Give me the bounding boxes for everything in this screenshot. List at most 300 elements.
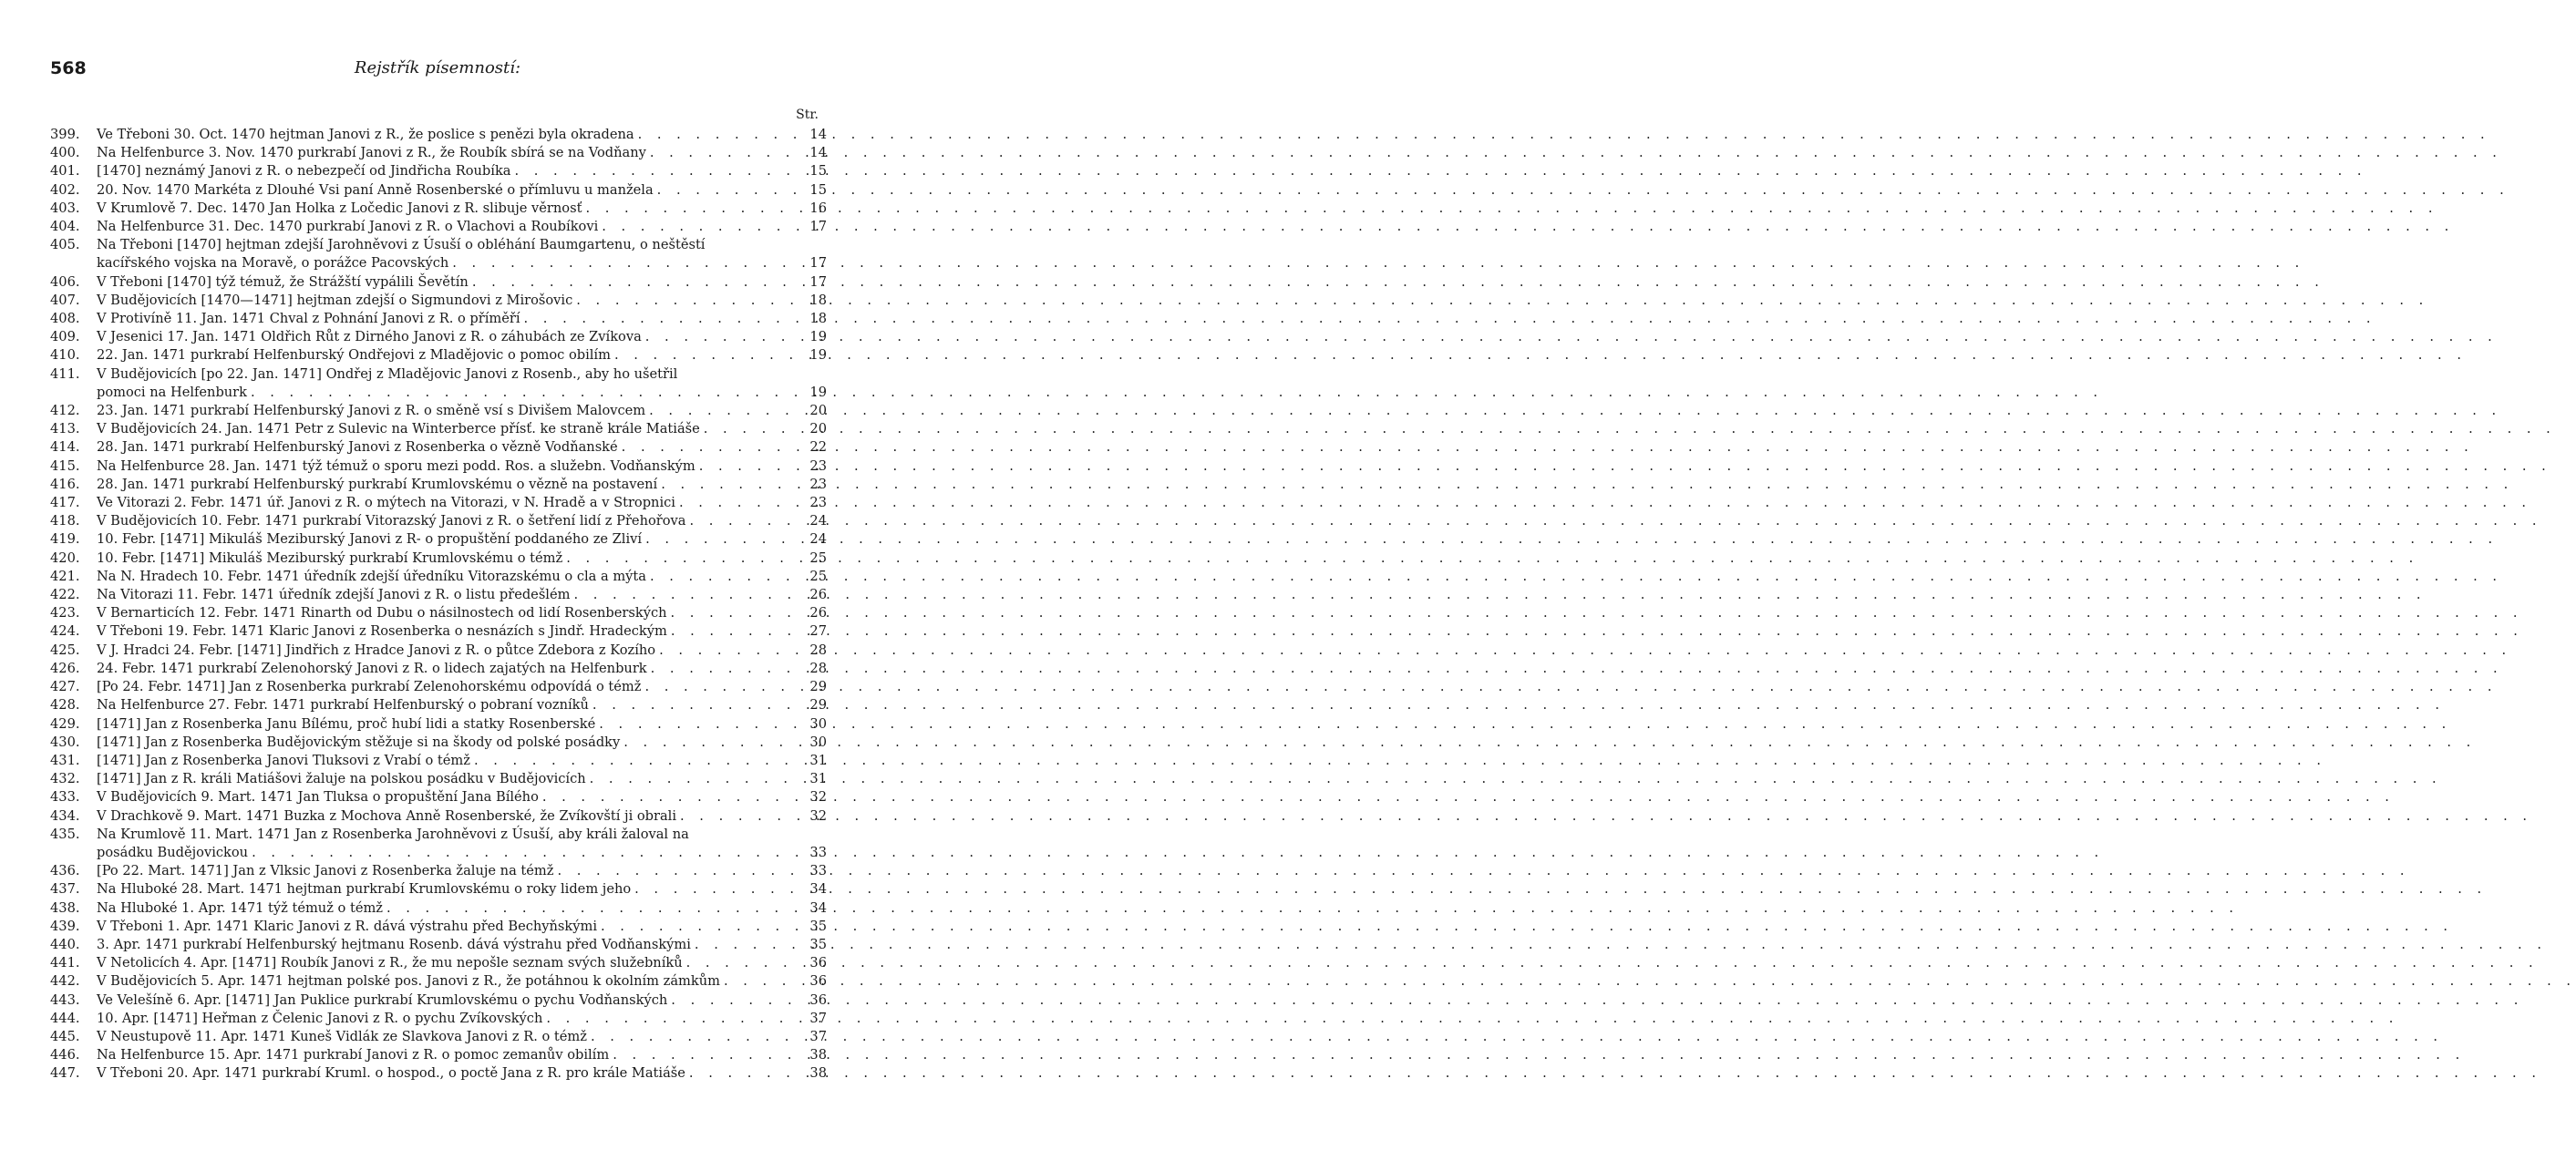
entry-line: [97, 752, 799, 770]
dot-leader: [675, 494, 799, 512]
dot-leader: [647, 660, 799, 678]
entry-line: [97, 550, 799, 568]
entry-line: [97, 991, 799, 1010]
dot-leader: [667, 604, 799, 622]
entry-line: [97, 292, 799, 310]
dot-leader: [683, 954, 799, 972]
register-entry: [50, 365, 827, 402]
entry-line-text: Na Helfenburce 31. Dec. 1470 purkrabí Janovi z R. o Vlachovi a Roubíkovi: [97, 219, 599, 235]
register-entry: [50, 162, 827, 180]
entry-text: [97, 954, 799, 972]
entry-text: [97, 218, 799, 236]
entry-line-text: V Budějovicích 5. Apr. 1471 hejtman polské pos. Janovi z R., že potáhnou k okolním zámkům: [97, 973, 720, 990]
entry-line: [97, 918, 799, 936]
entry-line-text: Na Helfenburce 28. Jan. 1471 týž témuž o sporu mezi podd. Ros. a služebn. Vodňanským: [97, 457, 696, 474]
register-entry: [50, 918, 827, 936]
register-entry: [50, 310, 827, 328]
entry-text: [97, 918, 799, 936]
entry-line: [97, 1046, 799, 1064]
entry-line: [97, 678, 799, 696]
entry-line: [97, 807, 799, 826]
entry-line-text: 22. Jan. 1471 purkrabí Helfenburský Ondřejovi z Mladějovic o pomoc obilím: [97, 347, 611, 364]
entry-line: [97, 1064, 799, 1083]
entry-line: [97, 696, 799, 714]
entry-line-text: 10. Febr. [1471] Mikuláš Meziburský Janovi z R- o propuštění poddaného ze Zliví: [97, 531, 643, 548]
entry-number: 432.: [50, 771, 80, 787]
entry-text: [97, 752, 799, 770]
entry-number: 437.: [50, 881, 80, 898]
dot-leader: [383, 899, 799, 918]
entry-line-text: 3. Apr. 1471 purkrabí Helfenburský hejtmanu Rosenb. dává výstrahu před Vodňanskými: [97, 936, 691, 952]
entry-number: 445.: [50, 1028, 80, 1044]
entry-page-ref: 30: [809, 715, 827, 732]
dot-leader: [448, 254, 799, 272]
entry-line: [97, 181, 799, 200]
entry-line: [97, 972, 799, 991]
dot-leader: [589, 696, 799, 714]
register-entry: [50, 1046, 827, 1064]
entry-line: [97, 660, 799, 678]
entry-text: [97, 568, 799, 586]
dot-leader: [685, 512, 799, 530]
entry-line: [97, 144, 799, 162]
register-entry: [50, 402, 827, 420]
entry-page-ref: 36: [809, 973, 827, 990]
entry-page-ref: 18: [809, 311, 827, 327]
register-entry: [50, 568, 827, 586]
register-entry: [50, 734, 827, 752]
entry-line-text: Na Hluboké 1. Apr. 1471 týž témuž o témž: [97, 899, 383, 916]
entry-line-text: V Jesenici 17. Jan. 1471 Oldřich Růt z Dirného Janovi z R. o záhubách ze Zvíkova: [97, 329, 642, 345]
entry-text: [97, 991, 799, 1010]
register-entry: [50, 144, 827, 162]
entry-text: [97, 512, 799, 530]
entry-text: [97, 642, 799, 660]
entry-number: 428.: [50, 697, 80, 714]
entry-page-ref: 29: [809, 697, 827, 714]
entry-line-text: 28. Jan. 1471 purkrabí Helfenburský purkrabí Krumlovskému o vězně na postavení: [97, 476, 658, 492]
entry-number: 415.: [50, 457, 80, 474]
entry-page-ref: 17: [809, 273, 827, 290]
entry-text: [97, 292, 799, 310]
entry-text: [97, 346, 799, 365]
entry-number: 430.: [50, 734, 80, 750]
entry-number: 411.: [50, 365, 80, 382]
register-entry: [50, 494, 827, 512]
entry-number: 446.: [50, 1047, 80, 1063]
register-entry: [50, 346, 827, 365]
entry-text: [97, 734, 799, 752]
entry-number: 423.: [50, 605, 80, 621]
entry-number: 403.: [50, 200, 80, 216]
entry-line-text: V Budějovicích 10. Febr. 1471 purkrabí Vitorazský Janovi z R. o šetření lidí z Přehořova: [97, 513, 686, 529]
dot-leader: [618, 438, 799, 457]
dot-leader: [645, 402, 799, 420]
register-entry: [50, 181, 827, 200]
entry-page-ref: 38: [809, 1065, 827, 1082]
entry-page-ref: 30: [809, 734, 827, 750]
entry-line-text: Ve Velešíně 6. Apr. [1471] Jan Puklice purkrabí Krumlovskému o pychu Vodňanských: [97, 991, 668, 1008]
entry-page-ref: 37: [809, 1028, 827, 1044]
register-entry: [50, 936, 827, 954]
dot-leader: [646, 568, 799, 586]
entry-line-text: [1471] Jan z Rosenberka Budějovickým stěžuje si na škody od polské posádky: [97, 734, 621, 750]
entry-line-text: V Budějovicích [po 22. Jan. 1471] Ondřej z Mladějovic Janovi z Rosenb., aby ho ušetřil: [97, 365, 678, 382]
entry-page-ref: 28: [809, 642, 827, 658]
entry-text: [97, 1010, 799, 1028]
entry-page-ref: 24: [809, 531, 827, 548]
dot-leader: [646, 144, 799, 162]
entry-text: [97, 660, 799, 678]
entry-text: [97, 457, 799, 476]
register-entry: [50, 807, 827, 826]
entry-page-ref: 19: [809, 329, 827, 345]
entry-page-ref: 25: [809, 568, 827, 584]
dot-leader: [586, 770, 799, 788]
entry-number: 409.: [50, 329, 80, 345]
entry-text: [97, 880, 799, 899]
register-entry: [50, 550, 827, 568]
entry-line-text: posádku Budějovickou: [97, 844, 249, 860]
entry-page-ref: 33: [809, 863, 827, 879]
entry-page-ref: 23: [809, 476, 827, 492]
entry-line: [97, 365, 799, 384]
entry-line-text: 23. Jan. 1471 purkrabí Helfenburský Janovi z R. o směně vsí s Divišem Malovcem: [97, 403, 646, 419]
register-entry: [50, 862, 827, 880]
register-entry: [50, 512, 827, 530]
register-entry: [50, 972, 827, 991]
entry-text: [97, 788, 799, 806]
entry-number: 438.: [50, 899, 80, 916]
dot-leader: [469, 273, 799, 292]
entry-page-ref: 19: [809, 384, 827, 400]
entry-line-text: Na Helfenburce 15. Apr. 1471 purkrabí Janovi z R. o pomoc zemanův obilím: [97, 1047, 610, 1063]
entry-line-text: Na Hluboké 28. Mart. 1471 hejtman purkrabí Krumlovskému o roky lidem jeho: [97, 881, 632, 898]
register-entry: [50, 126, 827, 144]
entry-line-text: 10. Apr. [1471] Heřman z Čelenic Janovi z R. o pychu Zvíkovských: [97, 1010, 543, 1026]
entry-page-ref: 24: [809, 513, 827, 529]
dot-leader: [248, 844, 799, 862]
entry-number: 422.: [50, 587, 80, 603]
entry-text: [97, 862, 799, 880]
entry-text: [97, 1064, 799, 1083]
entry-text: [97, 494, 799, 512]
entry-page-ref: 25: [809, 550, 827, 566]
entry-page-ref: 15: [809, 163, 827, 180]
entry-line-text: V J. Hradci 24. Febr. [1471] Jindřich z Hradce Janovi z R. o půtce Zdebora z Kozího: [97, 642, 656, 658]
entry-number: 414.: [50, 439, 80, 456]
register-entry: [50, 273, 827, 292]
entry-page-ref: 36: [809, 955, 827, 971]
entry-page-ref: 31: [809, 752, 827, 768]
entry-line-text: Ve Třeboni 30. Oct. 1470 hejtman Janovi z R., že poslice s penězi byla okradena: [97, 127, 634, 142]
entry-line-text: Na Helfenburce 3. Nov. 1470 purkrabí Janovi z R., že Roubík sbírá se na Vodňany: [97, 145, 646, 161]
register-entry: [50, 236, 827, 272]
entry-page-ref: 28: [809, 660, 827, 676]
register-entry: [50, 457, 827, 476]
entry-number: 410.: [50, 347, 80, 364]
entry-number: 400.: [50, 145, 80, 161]
entry-line: [97, 788, 799, 806]
entry-number: 417.: [50, 495, 80, 511]
entry-number: 413.: [50, 421, 80, 437]
entry-page-ref: 33: [809, 844, 827, 860]
dot-leader: [562, 550, 799, 568]
entry-line-text: V Třeboni [1470] týž témuž, že Strážští vypálili Ševětín: [97, 273, 469, 290]
dot-leader: [654, 181, 799, 200]
entry-text: [97, 126, 799, 144]
entry-line: [97, 1028, 799, 1046]
entry-line: [97, 457, 799, 476]
entry-line: [97, 604, 799, 622]
entry-page-ref: 35: [809, 936, 827, 952]
entry-number: 402.: [50, 181, 80, 198]
entry-line-text: Na Vitorazi 11. Febr. 1471 úředník zdejší Janovi z R. o listu předešlém: [97, 587, 571, 603]
entry-text: [97, 770, 799, 788]
register-entry: [50, 438, 827, 457]
entry-text: [97, 420, 799, 438]
register-entry: [50, 328, 827, 346]
entry-line-text: V Bernarticích 12. Febr. 1471 Rinarth od Dubu o násilnostech od lidí Rosenberských: [97, 605, 667, 621]
entry-page-ref: 31: [809, 771, 827, 787]
dot-leader: [247, 384, 799, 402]
register-entry: [50, 586, 827, 604]
entry-line: [97, 218, 799, 236]
entry-line-text: V Budějovicích 9. Mart. 1471 Jan Tluksa o propuštění Jana Bílého: [97, 789, 539, 806]
entry-line-text: V Třeboni 1. Apr. 1471 Klaric Janovi z R. dává výstrahu před Bechyňskými: [97, 918, 598, 934]
entry-number: 420.: [50, 550, 80, 566]
entry-text: [97, 236, 799, 272]
entry-number: 412.: [50, 403, 80, 419]
dot-leader: [570, 586, 799, 604]
entry-line-text: [1471] Jan z R. králi Matiášovi žaluje na polskou posádku v Budějovicích: [97, 771, 586, 787]
entry-line-text: 20. Nov. 1470 Markéta z Dlouhé Vsi paní Anně Rosenberské o přímluvu u manžela: [97, 181, 654, 198]
entry-page-ref: 14: [809, 145, 827, 161]
entry-line-text: 28. Jan. 1471 purkrabí Helfenburský Janovi z Rosenberka o vězně Vodňanské: [97, 439, 618, 456]
entry-line: [97, 642, 799, 660]
entry-line: [97, 476, 799, 494]
entry-number: 435.: [50, 826, 80, 842]
register-entry: [50, 642, 827, 660]
page-header: [50, 58, 825, 86]
entry-page-ref: 32: [809, 807, 827, 824]
entry-page-ref: 34: [809, 899, 827, 916]
entry-line-text: V Třeboni 20. Apr. 1471 purkrabí Kruml. o hospod., o poctě Jana z R. pro krále Matiáše: [97, 1065, 685, 1082]
register-entry: [50, 420, 827, 438]
entry-line-text: Na N. Hradech 10. Febr. 1471 úředník zdejší úředníku Vitorazskému o cla a mýta: [97, 568, 646, 584]
register-entry: [50, 530, 827, 549]
running-title: Rejstřík písemností:: [354, 58, 521, 77]
register-entry: [50, 1010, 827, 1028]
register-entry: [50, 1064, 827, 1083]
entry-number: 419.: [50, 531, 80, 548]
dot-leader: [642, 328, 799, 346]
entry-line: [97, 438, 799, 457]
dot-leader: [572, 292, 799, 310]
register-entry: [50, 770, 827, 788]
entry-line: [97, 273, 799, 292]
entry-page-ref: 38: [809, 1047, 827, 1063]
dot-leader: [609, 1046, 799, 1064]
register-entry: [50, 899, 827, 918]
entry-text: [97, 550, 799, 568]
entry-number: 418.: [50, 513, 80, 529]
entry-number: 421.: [50, 568, 80, 584]
entry-line-text: [1471] Jan z Rosenberka Janovi Tluksovi z Vrabí o témž: [97, 752, 470, 768]
register-entry: [50, 660, 827, 678]
dot-leader: [539, 788, 799, 806]
entry-page-ref: 15: [809, 181, 827, 198]
entry-page-ref: 26: [809, 587, 827, 603]
dot-leader: [542, 1010, 799, 1028]
entry-text: [97, 402, 799, 420]
entry-number: 405.: [50, 237, 80, 253]
dot-leader: [582, 200, 799, 218]
entry-number: 426.: [50, 660, 80, 676]
dot-leader: [598, 218, 799, 236]
dot-leader: [470, 752, 799, 770]
entry-page-ref: 22: [809, 439, 827, 456]
register-entry: [50, 788, 827, 806]
entry-text: [97, 678, 799, 696]
entry-page-ref: 23: [809, 495, 827, 511]
register-entry: [50, 622, 827, 641]
entry-text: [97, 604, 799, 622]
dot-leader: [641, 678, 799, 696]
dot-leader: [700, 420, 799, 438]
entry-text: [97, 438, 799, 457]
entry-line: [97, 715, 799, 734]
entry-line-text: V Protivíně 11. Jan. 1471 Chval z Pohnání Janovi z R. o příměří: [97, 311, 520, 327]
entry-page-ref: 35: [809, 918, 827, 934]
register-entry: [50, 991, 827, 1010]
entry-number: 407.: [50, 292, 80, 308]
entry-number: 401.: [50, 163, 80, 180]
entry-text: [97, 476, 799, 494]
dot-leader: [657, 476, 799, 494]
entry-text: [97, 310, 799, 328]
entry-line: [97, 899, 799, 918]
entry-number: 441.: [50, 955, 80, 971]
entry-line: [97, 586, 799, 604]
entry-line-text: [1470] neznámý Janovi z R. o nebezpečí od Jindřicha Roubíka: [97, 163, 511, 180]
entry-text: [97, 1046, 799, 1064]
entry-number: 425.: [50, 642, 80, 658]
entry-number: 434.: [50, 807, 80, 824]
entry-text: [97, 365, 799, 402]
entry-text: [97, 162, 799, 180]
entry-line-text: V Neustupově 11. Apr. 1471 Kuneš Vidlák ze Slavkova Janovi z R. o témž: [97, 1028, 587, 1044]
entry-line: [97, 346, 799, 365]
register-entry: [50, 954, 827, 972]
page-column-label: Str.: [796, 108, 819, 122]
register-entry: [50, 678, 827, 696]
entry-line: [97, 734, 799, 752]
entry-number: 429.: [50, 715, 80, 732]
entry-number: 399.: [50, 127, 80, 142]
entry-text: [97, 1028, 799, 1046]
entry-line: [97, 310, 799, 328]
entry-line: [97, 162, 799, 180]
entry-number: 433.: [50, 789, 80, 806]
entry-text: [97, 200, 799, 218]
register-entry: [50, 604, 827, 622]
entry-text: [97, 273, 799, 292]
entry-text: [97, 622, 799, 641]
entry-number: 406.: [50, 273, 80, 290]
dot-leader: [696, 457, 799, 476]
entry-line-text: Na Helfenburce 27. Febr. 1471 purkrabí Helfenburský o pobraní vozníků: [97, 697, 589, 714]
entry-page-ref: 27: [809, 623, 827, 640]
entry-line: [97, 126, 799, 144]
entry-line-text: V Třeboni 19. Febr. 1471 Klaric Janovi z Rosenberka o nesnázích s Jindř. Hradeckým: [97, 623, 667, 640]
entry-page-ref: 19: [809, 347, 827, 364]
entry-page-ref: 16: [809, 200, 827, 216]
dot-leader: [655, 642, 799, 660]
document-page: [0, 0, 875, 1171]
entry-line: [97, 328, 799, 346]
entry-page-ref: 23: [809, 457, 827, 474]
register-entry: [50, 752, 827, 770]
entry-number: 404.: [50, 219, 80, 235]
entry-line-text: Na Třeboni [1470] hejtman zdejší Jarohněvovi z Úsuší o obléhání Baumgartenu, o neštěstí: [97, 237, 706, 253]
register-entry: [50, 880, 827, 899]
entry-line: [97, 880, 799, 899]
entry-number: 427.: [50, 679, 80, 695]
entry-line-text: [Po 24. Febr. 1471] Jan z Rosenberka purkrabí Zelenohorskému odpovídá o témž: [97, 679, 642, 695]
entry-line: [97, 568, 799, 586]
entry-line: [97, 402, 799, 420]
entry-page-ref: 17: [809, 255, 827, 272]
dot-leader: [634, 126, 799, 144]
entry-page-ref: 26: [809, 605, 827, 621]
entry-line: [97, 1010, 799, 1028]
entry-line: [97, 512, 799, 530]
entry-line-text: kacířského vojska na Moravě, o porážce Pacovských: [97, 255, 449, 272]
entry-line: [97, 826, 799, 844]
entry-line: [97, 236, 799, 254]
entry-line-text: V Budějovicích [1470—1471] hejtman zdejší o Sigmundovi z Mirošovic: [97, 292, 573, 308]
entry-line: [97, 200, 799, 218]
entry-number: 444.: [50, 1010, 80, 1026]
entry-line-text: [Po 22. Mart. 1471] Jan z Vlksic Janovi z Rosenberka žaluje na témž: [97, 863, 554, 879]
entry-line: [97, 384, 799, 402]
entry-page-ref: 37: [809, 1010, 827, 1026]
entry-page-ref: 20: [809, 403, 827, 419]
entry-number: 416.: [50, 476, 80, 492]
entry-number: 442.: [50, 973, 80, 990]
register-entries: [50, 126, 827, 1084]
entry-number: 431.: [50, 752, 80, 768]
dot-leader: [620, 734, 799, 752]
register-entry: [50, 826, 827, 862]
entry-number: 440.: [50, 936, 80, 952]
entry-text: [97, 530, 799, 549]
entry-number: 408.: [50, 311, 80, 327]
entry-page-ref: 14: [809, 127, 827, 142]
dot-leader: [553, 862, 799, 880]
entry-number: 443.: [50, 991, 80, 1008]
entry-page-ref: 34: [809, 881, 827, 898]
entry-page-ref: 32: [809, 789, 827, 806]
dot-leader: [685, 1064, 799, 1083]
entry-text: [97, 807, 799, 826]
entry-line: [97, 254, 799, 272]
register-entry: [50, 1028, 827, 1046]
entry-line: [97, 936, 799, 954]
register-entry: [50, 715, 827, 734]
entry-text: [97, 144, 799, 162]
